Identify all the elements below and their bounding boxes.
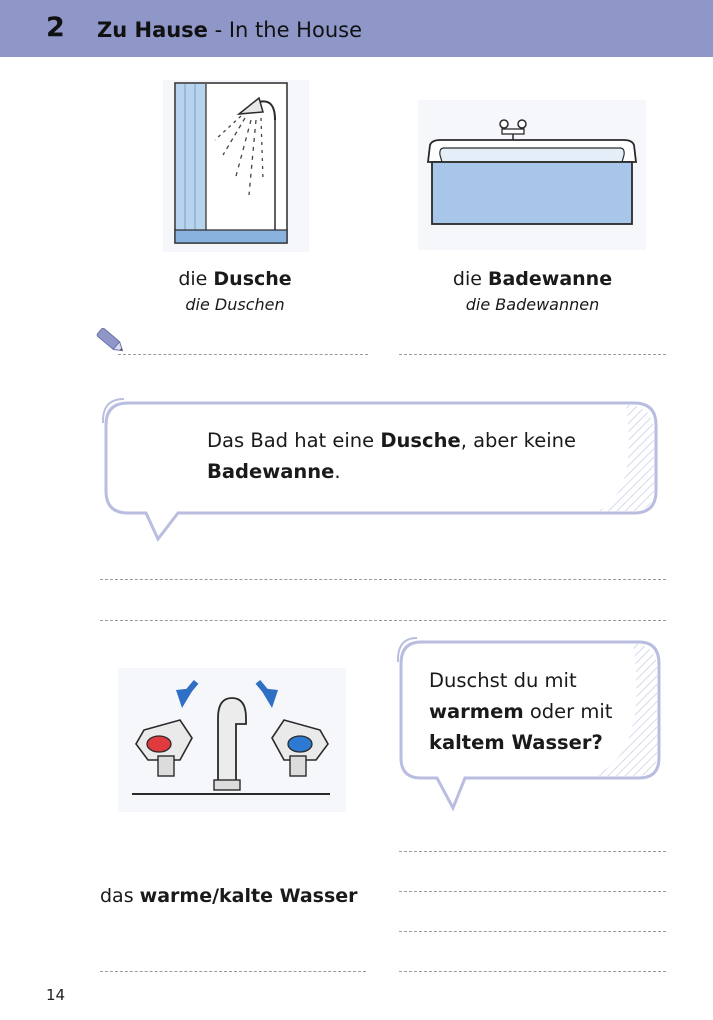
writing-line[interactable] [399, 891, 666, 892]
word-shower-plural: die Duschen [185, 295, 285, 314]
page-number: 14 [46, 986, 66, 1004]
writing-line[interactable] [399, 851, 666, 852]
bubble-2-line1: Duschst du mit [429, 669, 577, 692]
word-bathtub [430, 268, 635, 314]
bubble-2-part2: oder mit [523, 700, 613, 723]
word-water-noun: warme/kalte Wasser [139, 885, 358, 907]
writing-line[interactable] [399, 931, 666, 932]
word-shower-article: die [178, 268, 214, 290]
bubble-2-bold2: kaltem Wasser? [429, 731, 603, 754]
writing-line[interactable] [118, 354, 368, 355]
chapter-header [0, 0, 713, 57]
chapter-number: 2 [46, 12, 65, 43]
writing-line[interactable] [100, 620, 666, 621]
chapter-title [97, 18, 362, 42]
writing-line[interactable] [399, 354, 666, 355]
word-bathtub-noun: Badewanne [487, 268, 613, 290]
word-bathtub-plural: die Badewannen [465, 295, 600, 314]
pencil-icon [94, 325, 128, 357]
bubble-1-text [207, 425, 627, 487]
chapter-title-subtitle: - In the House [207, 18, 362, 42]
writing-line[interactable] [399, 971, 666, 972]
bubble-2-text [429, 665, 649, 758]
shower-icon [163, 80, 309, 252]
word-shower-noun: Dusche [213, 268, 292, 290]
word-water-article: das [100, 885, 140, 907]
word-water [100, 885, 366, 907]
writing-line[interactable] [100, 579, 666, 580]
bubble-2-bold1: warmem [429, 700, 524, 723]
bathtub-icon [418, 100, 646, 250]
bubble-1-bold1: Dusche [380, 429, 461, 452]
chapter-title-bold: Zu Hause [97, 18, 208, 42]
writing-line[interactable] [100, 971, 366, 972]
bubble-1-part3: . [334, 460, 341, 483]
word-bathtub-article: die [452, 268, 488, 290]
bubble-1-part1: Das Bad hat eine [207, 429, 381, 452]
bubble-1-bold2: Badewanne [207, 460, 335, 483]
faucet-icon [118, 668, 346, 812]
bubble-1-part2: , aber keine [460, 429, 577, 452]
word-shower [150, 268, 320, 314]
